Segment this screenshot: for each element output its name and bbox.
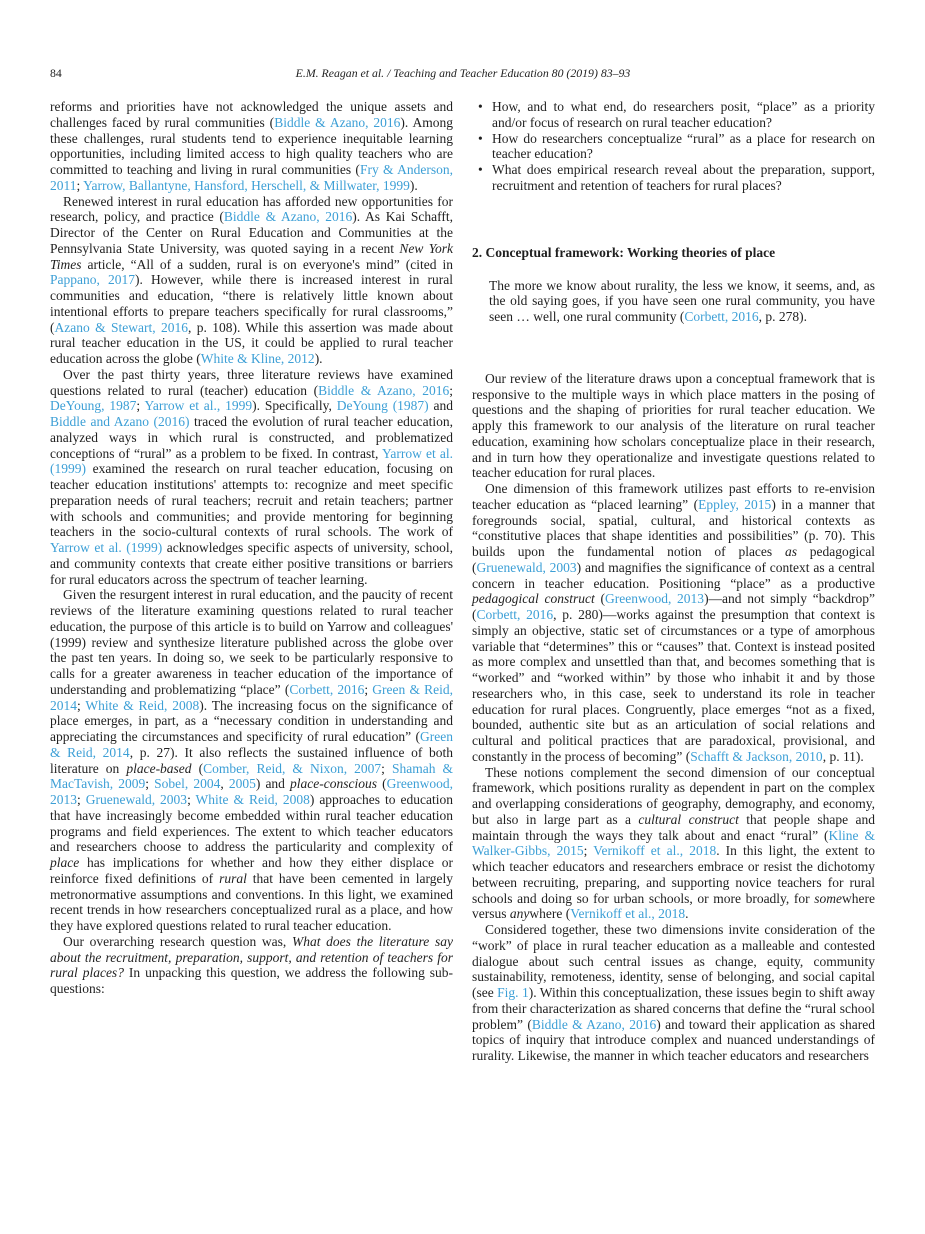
research-sub-questions bbox=[472, 99, 875, 194]
text-run: , bbox=[220, 776, 229, 792]
bullet-item bbox=[472, 99, 875, 131]
text-run: ; bbox=[449, 382, 453, 398]
citation-link[interactable]: DeYoung, 1987 bbox=[50, 398, 137, 414]
text-run: ). Specifically, bbox=[252, 398, 337, 414]
text-run: ) and toward their application as shared topics of inquiry that introduce complex and nuanced understandings of rurality. Likewise, the manner in which teacher educators and researchers bbox=[472, 1016, 875, 1063]
text-run: traced the evolution of rural teacher education, analyzed ways in which rural is constructed, and problematized conceptions of “rural” as a problem to be fixed. In contrast, bbox=[50, 414, 453, 461]
citation-link[interactable]: Eppley, 2015 bbox=[698, 496, 772, 512]
text-run: ). However, while there is increased interest in rural communities and education, “there is relatively little known about intentional efforts to prepare teachers specifically for rural classrooms,” ( bbox=[50, 272, 453, 335]
text-run: has implications for whether and how they either displace or reinforce fixed definitions of bbox=[50, 855, 453, 886]
bullet-icon: • bbox=[478, 99, 483, 114]
text-run: In unpacking this question, we address the following sub-questions: bbox=[50, 965, 454, 996]
citation-link[interactable]: Fry & Anderson, 2011 bbox=[50, 162, 453, 193]
citation-link[interactable]: Kline & Walker-Gibbs, 2015 bbox=[472, 827, 875, 859]
text-run: ). As Kai Schafft, Director of the Center on Rural Education and Communities at the Pennsylvania State University, was quoted saying in a recent bbox=[50, 209, 453, 256]
text-run: ) and magnifies the significance of context as a central concern in teacher education. Positioning “place” as a productive bbox=[472, 559, 875, 591]
citation-link[interactable]: Corbett, 2016 bbox=[476, 607, 554, 622]
citation-link[interactable]: Gruenewald, 2003 bbox=[476, 559, 577, 575]
text-run: that people shape and maintain through the ways they talk about and enact “rural” ( bbox=[472, 811, 875, 843]
running-head: E.M. Reagan et al. / Teaching and Teacher Education 80 (2019) 83–93 bbox=[295, 66, 631, 80]
text-run: acknowledges specific aspects of university, school, and community contexts that create either positive transitions or barriers for rural educators across the spectrum of teacher learning. bbox=[50, 540, 454, 587]
right-paragraphs bbox=[472, 371, 875, 1064]
text-run: The more we know about rurality, the less we know, it seems, and, as the old saying goes, if you have seen one rural community, you have seen … well, one rural community ( bbox=[489, 277, 875, 324]
citation-link[interactable]: White & Reid, 2008 bbox=[195, 792, 310, 807]
citation-link[interactable]: Yarrow, Ballantyne, Hansford, Herschell, & Millwater, 1999 bbox=[83, 177, 410, 193]
text-run: ; bbox=[187, 792, 196, 807]
text-run: where versus bbox=[472, 890, 875, 922]
text-run: ; bbox=[76, 177, 84, 193]
citation-link[interactable]: Comber, Reid, & Nixon, 2007 bbox=[203, 760, 382, 776]
text-run: . In this light, the extent to which teacher educators and researchers embrace or resist the dichotomy between recruiting, preparing, and supporting novice teachers for rural schools and doing so for urban schools, or more broadly, for bbox=[472, 843, 876, 906]
text-run: cultural construct bbox=[638, 811, 739, 827]
text-run: Our overarching research question was, bbox=[63, 933, 292, 949]
citation-link[interactable]: Corbett, 2016 bbox=[289, 681, 365, 697]
bullet-icon: • bbox=[478, 162, 483, 177]
text-run: ; bbox=[364, 681, 373, 697]
text-run: ). Among these challenges, rural students tend to experience inequitable learning opportunities, including limited access to high quality teachers who are committed to teaching and living in rural communities ( bbox=[50, 114, 453, 177]
text-run: reforms and priorities have not acknowledged the unique assets and challenges faced by rural communities ( bbox=[50, 99, 453, 130]
citation-link[interactable]: Vernikoff et al., 2018 bbox=[570, 906, 686, 922]
two-column-body bbox=[50, 99, 876, 1064]
text-run: ; bbox=[77, 792, 86, 807]
text-run: , p. 108). While this assertion was made about rural teacher education in the US, it could be applied to rural teacher education across the globe ( bbox=[50, 319, 454, 366]
text-run: ) approaches to education that have increasingly become embedded within rural teacher education programs and field experiences. The extent to which teacher educators and researchers choose to address the particularity and complexity of bbox=[50, 792, 453, 855]
page-number: 84 bbox=[50, 66, 62, 80]
text-run: any bbox=[509, 906, 530, 922]
citation-link[interactable]: Schafft & Jackson, 2010 bbox=[690, 748, 823, 764]
citation-link[interactable]: Yarrow et al. (1999) bbox=[50, 445, 453, 477]
text-run: New York Times bbox=[50, 240, 453, 272]
text-run: place bbox=[50, 855, 80, 870]
citation-link[interactable]: Greenwood, 2013 bbox=[604, 591, 705, 607]
citation-link[interactable]: Greenwood, 2013 bbox=[50, 776, 453, 807]
citation-link[interactable]: Gruenewald, 2003 bbox=[85, 792, 188, 807]
text-run: ) and bbox=[255, 776, 291, 792]
citation-link[interactable]: Shamah & MacTavish, 2009 bbox=[50, 760, 453, 792]
text-run: examined the research on rural teacher education, focusing on teacher education institutions' attempts to: recognize and meet specific preparation needs of rural teachers; recruit and retain teachers; partner with schools and communities; and provide mentoring for beginning teachers in the socio-cultural contexts of rural schools. The work of bbox=[50, 461, 453, 540]
text-run: Given the resurgent interest in rural education, and the paucity of recent reviews of the literature examining questions related to rural teacher education, the purpose of this article is to build on Yarrow and colleagues' (1999) review and synthesize literature published across the globe over the past ten years. In doing so, we seek to be particularly responsive to calls for a greater awareness in teacher education of the importance of understanding and problematizing “place” ( bbox=[50, 587, 453, 697]
text-run: Our review of the literature draws upon a conceptual framework that is responsive to the multiple ways in which place matters in the posing of questions and the shaping of priorities for rural teacher education. We apply this framework to our analysis of the literature on rural teacher education, examining how scholars conceptualize place in their research, and in turn how they operationalize and investigate questions related to teacher education for rural places. bbox=[472, 370, 875, 481]
citation-link[interactable]: Green & Reid, 2014 bbox=[50, 681, 453, 713]
text-run: Renewed interest in rural education has afforded new opportunities for research, policy, and practice ( bbox=[50, 193, 453, 225]
text-run: , p. 280)—works against the presumption that context is simply an objective, static set of circumstances or a type of amorphous variable that “determines” this or “causes” that. Context is instead posited as more complex and unsettled than that, and becomes something that is “worked” and “worked within” by those who inhabit it and by those researchers who, in this case, seek to understand its role in teacher education for rural places. Congruently, place emerges “not as a fixed, bounded, authentic site but as an articulation of social relations and cultural and political practices that are paradoxical, provisional, and constantly in the process of becoming” ( bbox=[472, 607, 876, 764]
paragraph bbox=[50, 367, 453, 588]
citation-link[interactable]: 2005 bbox=[228, 776, 256, 792]
paragraph bbox=[50, 587, 453, 934]
citation-link[interactable]: Sobel, 2004 bbox=[154, 776, 221, 792]
text-run: ( bbox=[594, 591, 605, 607]
text-run: , p. 278). bbox=[758, 309, 807, 324]
text-run: ( bbox=[377, 776, 387, 792]
text-run: How, and to what end, do researchers posit, “place” as a priority and/or focus of research on rural teacher education? bbox=[492, 99, 875, 130]
citation-link[interactable]: Biddle and Azano (2016) bbox=[50, 414, 190, 429]
text-run: place-based bbox=[126, 760, 192, 776]
text-run: , p. 27). It also reflects the sustained influence of both literature on bbox=[50, 744, 454, 776]
text-run: . bbox=[685, 906, 689, 922]
citation-link[interactable]: Biddle & Azano, 2016 bbox=[274, 114, 401, 130]
citation-link[interactable]: Fig. 1 bbox=[497, 985, 529, 1000]
citation-link[interactable]: White & Reid, 2008 bbox=[85, 697, 200, 713]
text-run: ; bbox=[77, 697, 86, 713]
citation-link[interactable]: Yarrow et al. (1999) bbox=[50, 540, 163, 555]
citation-link[interactable]: Vernikoff et al., 2018 bbox=[593, 843, 717, 859]
text-run: as bbox=[784, 544, 797, 559]
text-run: ). bbox=[409, 177, 418, 193]
citation-link[interactable]: Pappano, 2017 bbox=[50, 272, 136, 288]
text-run: rural bbox=[219, 870, 247, 886]
text-run: and bbox=[428, 398, 454, 414]
text-run: ( bbox=[191, 760, 204, 776]
text-run: ). Within this conceptualization, these issues begin to shift away from their characterization as shared concerns that define the “rural school problem” ( bbox=[472, 985, 876, 1032]
text-run: One dimension of this framework utilizes past efforts to re-envision teacher education as “placed learning” ( bbox=[472, 481, 875, 512]
text-run: What does empirical research reveal about the preparation, support, recruitment and retention of teachers for rural places? bbox=[492, 162, 875, 193]
paragraph bbox=[50, 99, 453, 194]
paragraph bbox=[472, 922, 875, 1064]
text-run: ; bbox=[136, 398, 145, 414]
text-run: ; bbox=[381, 760, 392, 776]
citation-link[interactable]: Azano & Stewart, 2016 bbox=[54, 319, 188, 335]
text-run: These notions complement the second dimension of our conceptual framework, which positions rurality as dependent in part on the complex and overlapping considerations of geography, demography, and economy, but also in large part as a bbox=[472, 764, 875, 827]
right-column bbox=[472, 99, 875, 1064]
text-run: ; bbox=[145, 776, 155, 792]
bullet-icon: • bbox=[478, 130, 483, 146]
paragraph bbox=[472, 371, 875, 481]
left-column bbox=[50, 99, 453, 997]
text-run: some bbox=[814, 890, 843, 906]
text-run: How do researchers conceptualize “rural” as a place for research on teacher education? bbox=[492, 130, 875, 162]
text-run: ; bbox=[583, 843, 594, 859]
text-run: )—and not simply “backdrop” ( bbox=[472, 591, 875, 622]
text-run: , p. 11). bbox=[822, 748, 864, 764]
block-quote bbox=[489, 278, 875, 325]
citation-link[interactable]: Biddle & Azano, 2016 bbox=[223, 209, 353, 225]
citation-link[interactable]: Corbett, 2016 bbox=[684, 309, 759, 324]
text-run: ). bbox=[314, 351, 323, 366]
text-run: ) in a manner that foregrounds social, spatial, cultural, and historical contexts as “constitutive places that shape identities and possibilities” (p. 70). This builds upon the fundamental notion of places bbox=[472, 496, 875, 559]
citation-link[interactable]: Biddle & Azano, 2016 bbox=[531, 1016, 657, 1032]
paragraph bbox=[472, 765, 875, 923]
citation-link[interactable]: DeYoung (1987) bbox=[336, 398, 429, 414]
bullet-item bbox=[472, 131, 875, 163]
paragraph bbox=[50, 934, 453, 997]
page-header bbox=[50, 66, 876, 82]
text-run: pedagogical construct bbox=[472, 591, 595, 607]
text-run: that have been cemented in largely metronormative assumptions and conventions. In this light, we examined recent trends in how researchers conceptualized rural as a place, and how they have explored questions related to rural teacher education. bbox=[50, 870, 453, 933]
citation-link[interactable]: Green & Reid, 2014 bbox=[50, 729, 453, 760]
text-run: Considered together, these two dimensions invite consideration of the “work” of place in rural teacher education as a malleable and contested dialogue about such central issues as change, equity, community sustainability, remoteness, identity, sense of belonging, and social capital (see bbox=[472, 922, 875, 1000]
citation-link[interactable]: Yarrow et al., 1999 bbox=[144, 398, 253, 414]
text-run: Over the past thirty years, three literature reviews have examined questions related to rural (teacher) education ( bbox=[50, 366, 453, 398]
text-run: place-conscious bbox=[290, 776, 378, 792]
citation-link[interactable]: Biddle & Azano, 2016 bbox=[318, 382, 450, 398]
text-run: pedagogical ( bbox=[472, 544, 875, 575]
text-run: where ( bbox=[529, 906, 571, 922]
paragraph bbox=[472, 481, 875, 765]
paragraph bbox=[50, 194, 453, 367]
text-run: What does the literature say about the recruitment, preparation, support, and retention of teachers for rural places? bbox=[50, 933, 453, 981]
section-heading: 2. Conceptual framework: Working theories of place bbox=[472, 244, 776, 260]
text-run: ). The increasing focus on the significance of place emerges, in part, as a “necessary condition in understanding and appreciating the circumstances and specificity of rural education” ( bbox=[50, 697, 453, 744]
citation-link[interactable]: White & Kline, 2012 bbox=[200, 351, 315, 366]
text-run: article, “All of a sudden, rural is on everyone's mind” (cited in bbox=[81, 256, 453, 272]
bullet-item bbox=[472, 162, 875, 194]
